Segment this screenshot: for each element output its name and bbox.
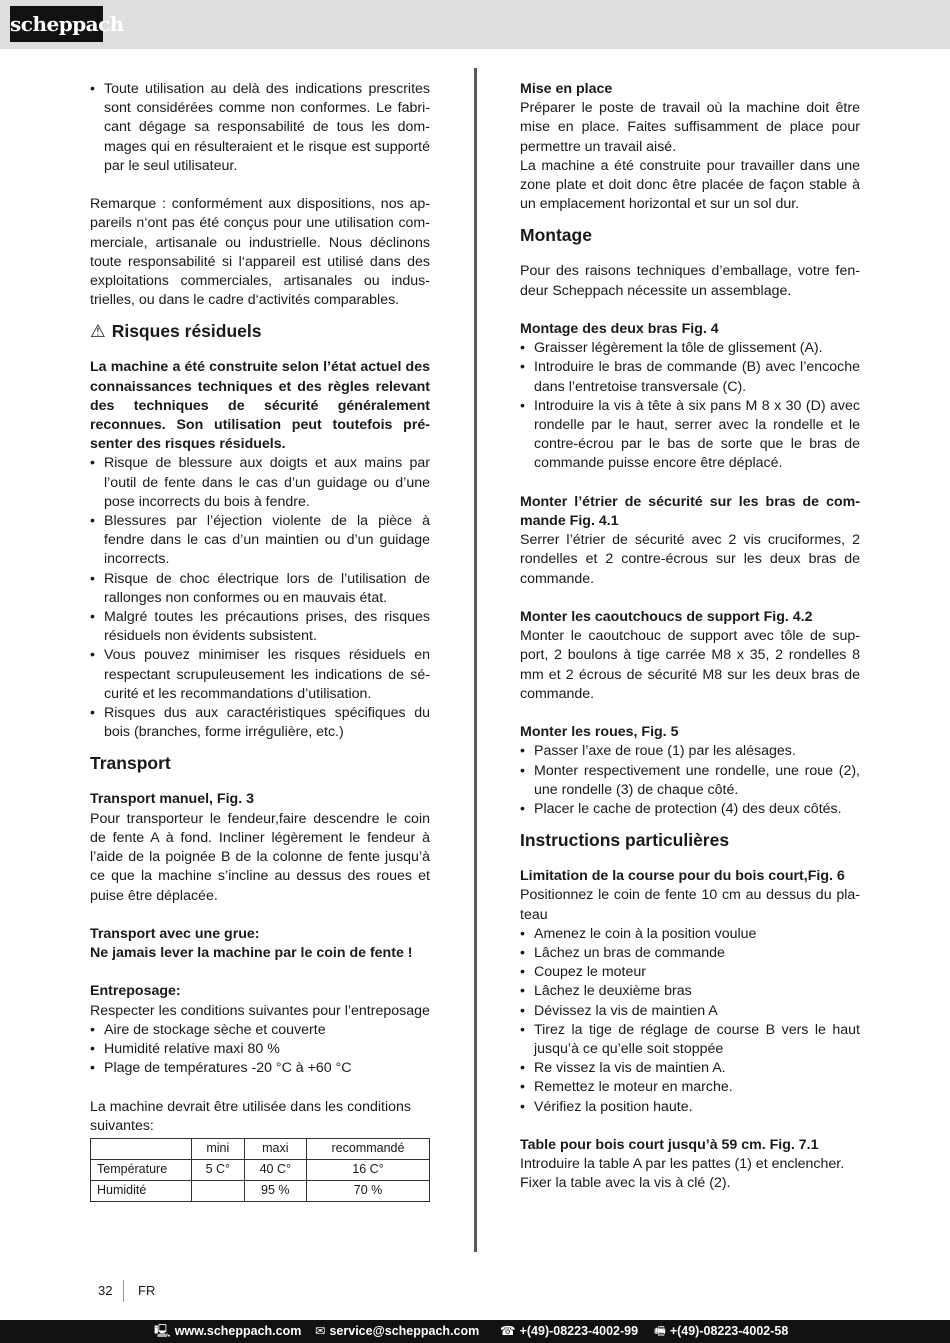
list-item: • Plage de températures -20 °C à +60 °C [90, 1059, 430, 1078]
risks-intro: La machine a été construite selon l’état actuel des connaissances techniques et des règles relevant des techniques de sécurité généralement reconnues. Son utilisation peut toutefois présenter des risques résiduels. [90, 359, 430, 453]
right-column [520, 80, 860, 1194]
short-wood-table-title: Table pour bois court jusqu’à 59 cm. Fig. 7.1 [520, 1137, 819, 1154]
manual-transport-title: Transport manuel, Fig. 3 [90, 791, 254, 808]
list-item: • Lâchez un bras de commande [520, 944, 860, 963]
remark-paragraph: Remarque : conformément aux dispositions, nos appareils n‘ont pas été conçus pour une utilisation commerciale, artisanale ou industrielle. Nous déclinons toute responsabilité si l‘appareil est utilisé dans des exploitations commerciales, artisanales ou industrielles, ou dans le cadre d‘activités comparables. [90, 196, 430, 309]
header-bar [0, 0, 950, 49]
website-text: www.scheppach.com [174, 1324, 302, 1338]
fax-text: +(49)-08223-4002-58 [669, 1324, 789, 1338]
table-cell: Température [91, 1160, 192, 1181]
language-label: FR [138, 1283, 156, 1298]
table-header-cell [91, 1139, 192, 1160]
website-link[interactable] [154, 1320, 301, 1343]
arms-title: Montage des deux bras Fig. 4 [520, 321, 719, 338]
page-number: 32 [98, 1283, 113, 1298]
scheppach-logo: scheppach [10, 6, 103, 42]
stirrup-text: Serrer l’étrier de sécurité avec 2 vis cruciformes, 2 rondelles et 2 contre-écrous sur les deux bras de commande. [520, 532, 860, 587]
table-cell: 95 % [244, 1181, 306, 1202]
setup-title: Mise en place [520, 81, 613, 97]
phone-icon: ☎ [500, 1324, 516, 1338]
list-item: • Vérifiez la position haute. [520, 1098, 860, 1117]
computer-icon: 🖳 [154, 1324, 171, 1338]
transport-heading: Transport [90, 753, 171, 774]
manual-transport-text: Pour transporteur le fendeur,faire descendre le coin de fente A à fond. Incliner légèrement le fendeur à l’aide de la poignée B de la colonne de fente jusqu’à ce que la machine s’incline au dessus des roues et puise être déplacée. [90, 810, 430, 904]
table-cell [192, 1181, 245, 1202]
list-item: • Remettez le moteur en marche. [520, 1078, 860, 1097]
list-item: • Introduire le bras de commande (B) avec l’encoche dans l’entretoise transversale (C). [520, 358, 860, 396]
list-item: • Malgré toutes les précautions prises, des risques résiduels non évidents subsistent. [90, 608, 430, 646]
short-wood-table-text: Introduire la table A par les pattes (1) et enclencher. [520, 1156, 845, 1173]
stroke-list [520, 925, 860, 1117]
list-item: • Risque de choc électrique lors de l’utilisation de rallonges non conformes ou en mauvais état. [90, 570, 430, 608]
table-header-row [91, 1139, 430, 1160]
risks-list [90, 454, 430, 742]
fax-link[interactable] [654, 1320, 788, 1343]
page-footer [98, 1283, 156, 1298]
email-icon: ✉ [315, 1324, 326, 1338]
list-item: • Humidité relative maxi 80 % [90, 1040, 430, 1059]
warning-triangle-icon: ⚠ [90, 321, 106, 342]
contact-bar [0, 1320, 950, 1343]
stirrup-title: Monter l’étrier de sécurité sur les bras de commande Fig. 4.1 [520, 493, 860, 530]
list-item: • Monter respectivement une rondelle, une roue (2), une rondelle (3) de chaque côté. [520, 762, 860, 800]
list-item: • Blessures par l’éjection violente de la pièce à fendre dans le cas d’un maintien ou d’un guidage incorrects. [90, 512, 430, 570]
table-cell: 40 C° [244, 1160, 306, 1181]
stroke-text: Positionnez le coin de fente 10 cm au dessus du plateau [520, 887, 860, 923]
rubber-text: Monter le caoutchouc de support avec tôle de support, 2 boulons à tige carrée M8 x 35, 2 rondelles 8 mm et 2 écrous de sécurité M8 sur les deux bras de commande. [520, 628, 860, 702]
list-item: • Passer l’axe de roue (1) par les alésages. [520, 742, 860, 761]
conditions-text: La machine devrait être utilisée dans les conditions suivantes: [90, 1098, 411, 1134]
list-item: • Placer le cache de protection (4) des deux côtés. [520, 800, 860, 819]
storage-list [90, 1021, 430, 1079]
storage-text: Respecter les conditions suivantes pour l’entreposage [90, 1002, 430, 1019]
list-item: • Aire de stockage sèche et couverte [90, 1021, 430, 1040]
storage-title: Entreposage: [90, 983, 181, 1000]
rubber-title: Monter les caoutchoucs de support Fig. 4.2 [520, 609, 813, 626]
list-item: • Amenez le coin à la position voulue [520, 925, 860, 944]
list-item: • Risque de blessure aux doigts et aux mains par l’outil de fente dans le cas d’un guidage ou d’une pose incorrects du bois à fendre. [90, 454, 430, 512]
arms-list [520, 339, 860, 473]
crane-title: Transport avec une grue: [90, 925, 260, 942]
setup-text: La machine a été construite pour travailler dans une zone plate et doit donc être placée de façon stable à un emplacement horizontal et sur un sol dur. [520, 157, 860, 213]
left-column [90, 80, 430, 1202]
table-row [91, 1181, 430, 1202]
list-item: • Graisser légèrement la tôle de glissement (A). [520, 339, 860, 358]
montage-text: Pour des raisons techniques d’emballage, votre fendeur Scheppach nécessite un assemblage. [520, 263, 860, 299]
table-cell: 16 C° [307, 1160, 430, 1181]
table-header-cell: recommandé [307, 1139, 430, 1160]
risks-title: Risques résiduels [111, 321, 262, 342]
stroke-title: Limitation de la course pour du bois court,Fig. 6 [520, 868, 845, 885]
phone-link[interactable] [500, 1320, 638, 1343]
footer-separator [123, 1280, 124, 1302]
table-header-cell: mini [192, 1139, 245, 1160]
email-link[interactable] [315, 1320, 479, 1343]
list-item: • Tirez la tige de réglage de course B vers le haut jusqu’à ce qu’elle soit stoppée [520, 1021, 860, 1059]
phone-text: +(49)-08223-4002-99 [519, 1324, 639, 1338]
list-item: • Introduire la vis à tête à six pans M 8 x 30 (D) avec rondelle par le haut, serrer avec la rondelle et le contre-écrou par le bas de sorte que le bras de commande puisse encore être déplacé. [520, 397, 860, 474]
table-header-cell: maxi [244, 1139, 306, 1160]
list-item: • Risques dus aux caractéristiques spécifiques du bois (branches, forme irrégulière, etc.) [90, 704, 430, 742]
crane-warning: Ne jamais lever la machine par le coin de fente ! [90, 945, 413, 962]
list-item: • Toute utilisation au delà des indications prescrites sont considérées comme non conformes. Le fabricant dégage sa responsabilité de tous les dommages qui en résulteraient et le risque est supporté par le seul utilisateur. [90, 80, 430, 176]
column-divider [474, 68, 477, 1252]
conditions-table [90, 1138, 430, 1202]
short-wood-table-text: Fixer la table avec la vis à clé (2). [520, 1175, 731, 1192]
table-row [91, 1160, 430, 1181]
fax-icon: 🖷 [654, 1324, 666, 1338]
setup-text: Préparer le poste de travail où la machine doit être mise en place. Faites suffisamment de place pour permettre un travail aisé. [520, 100, 860, 155]
list-item: • Dévissez la vis de maintien A [520, 1002, 860, 1021]
montage-heading: Montage [520, 225, 592, 246]
table-cell: 70 % [307, 1181, 430, 1202]
email-text: service@scheppach.com [329, 1324, 480, 1338]
list-item: • Vous pouvez minimiser les risques résiduels en respectant scrupuleusement les indications de sécurité et les recommandations d’utilisation. [90, 646, 430, 704]
table-cell: 5 C° [192, 1160, 245, 1181]
list-item: • Coupez le moteur [520, 963, 860, 982]
intro-list [90, 80, 430, 176]
wheels-list [520, 742, 860, 819]
list-item: • Re vissez la vis de maintien A. [520, 1059, 860, 1078]
wheels-title: Monter les roues, Fig. 5 [520, 724, 679, 741]
list-item: • Lâchez le deuxième bras [520, 982, 860, 1001]
special-heading: Instructions particulières [520, 830, 730, 851]
table-cell: Humidité [91, 1181, 192, 1202]
risks-heading [90, 320, 430, 342]
